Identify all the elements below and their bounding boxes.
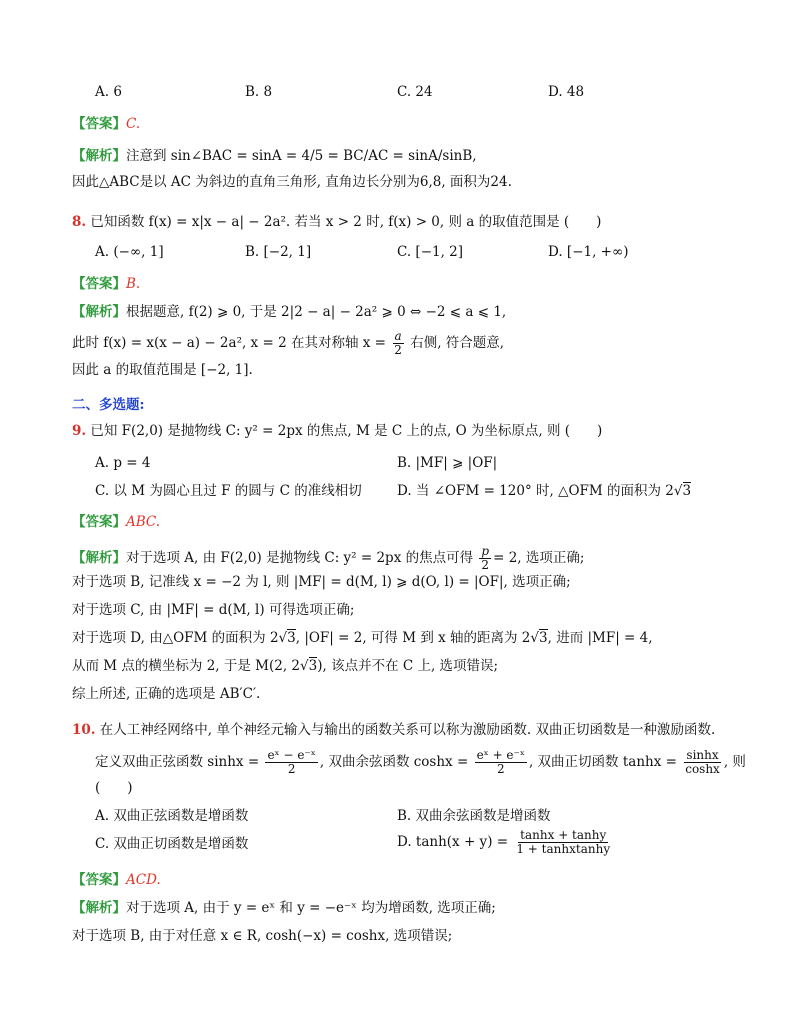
analysis-tag: 【解析】 bbox=[72, 148, 126, 164]
question-text: , 双曲正切函数 tanhx = bbox=[528, 754, 677, 770]
analysis-tag: 【解析】 bbox=[72, 900, 126, 916]
q8-option-a: A. (−∞, 1] bbox=[95, 244, 164, 260]
q8-option-c: C. [−1, 2] bbox=[397, 244, 464, 260]
radicand: 3 bbox=[308, 658, 318, 674]
q10-stem-line-3: ( ) bbox=[95, 780, 133, 796]
q10-stem-line-2 bbox=[95, 748, 746, 776]
fraction bbox=[392, 330, 404, 357]
fraction-denominator: 2 bbox=[287, 762, 296, 776]
q7-option-a: A. 6 bbox=[95, 84, 122, 100]
answer-value: ABC. bbox=[126, 514, 161, 530]
q9-stem bbox=[72, 421, 602, 441]
answer-value: B. bbox=[126, 276, 141, 292]
q10-option-c: C. 双曲正切函数是增函数 bbox=[95, 836, 249, 852]
q10-option-d bbox=[397, 828, 614, 856]
q7-analysis-line-1 bbox=[72, 146, 477, 166]
fraction bbox=[265, 749, 317, 776]
q7-option-b: B. 8 bbox=[245, 84, 273, 100]
q9-analysis-line-5: 从而 M 点的横坐标为 2, 于是 M(2, 2√3), 该点并不在 C 上, 选项错误; bbox=[72, 658, 499, 674]
q7-answer bbox=[72, 114, 140, 134]
fraction-numerator: eˣ − e⁻ˣ bbox=[267, 748, 316, 762]
fraction-denominator: coshx bbox=[685, 762, 720, 776]
q8-option-b: B. [−2, 1] bbox=[245, 244, 312, 260]
fraction-numerator: eˣ + e⁻ˣ bbox=[476, 748, 525, 762]
q9-option-d: D. 当 ∠OFM = 120° 时, △OFM 的面积为 2√3 bbox=[397, 483, 692, 499]
analysis-text: 根据题意, f(2) ⩾ 0, 于是 2|2 − a| − 2a² ⩾ 0 ⇔ −2 ⩽ a ⩽ 1, bbox=[126, 304, 507, 320]
q9-analysis-line-2: 对于选项 B, 记准线 x = −2 为 l, 则 |MF| = d(M, l) ⩾ d(O, l) = |OF|, 选项正确; bbox=[72, 574, 571, 590]
q9-option-a: A. p = 4 bbox=[95, 455, 151, 471]
q8-stem bbox=[72, 212, 601, 232]
q8-analysis-line-1 bbox=[72, 302, 506, 322]
radicand: 3 bbox=[287, 630, 296, 646]
question-text: 在人工神经网络中, 单个神经元输入与输出的函数关系可以称为激励函数. 双曲正切函数是一种激励函数. bbox=[99, 722, 716, 738]
q10-answer bbox=[72, 870, 161, 890]
section-heading: 二、多选题: bbox=[72, 397, 145, 413]
radicand: 3 bbox=[539, 630, 548, 646]
question-number: 9. bbox=[72, 423, 87, 439]
q9-option-b: B. |MF| ⩾ |OF| bbox=[397, 455, 498, 471]
fraction-numerator: sinhx bbox=[686, 748, 719, 762]
q7-analysis-line-2: 因此△ABC是以 AC 为斜边的直角三角形, 直角边长分别为6,8, 面积为24. bbox=[72, 174, 512, 190]
fraction-denominator: 2 bbox=[394, 343, 402, 357]
fraction-denominator: 1 + tanhxtanhy bbox=[516, 842, 611, 856]
analysis-text: 对于选项 A, 由于 y = eˣ 和 y = −e⁻ˣ 均为增函数, 选项正确; bbox=[126, 900, 496, 916]
analysis-text: 对于选项 D, 由△OFM 的面积为 2 bbox=[72, 630, 279, 646]
q9-analysis-line-1 bbox=[72, 545, 584, 572]
q8-answer bbox=[72, 274, 140, 294]
fraction-denominator: 2 bbox=[496, 762, 505, 776]
question-number: 10. bbox=[72, 722, 96, 738]
q10-analysis-line-2: 对于选项 B, 由于对任意 x ∈ R, cosh(−x) = coshx, 选项错误; bbox=[72, 928, 453, 944]
option-text: D. 当 ∠OFM = 120° 时, △OFM 的面积为 2 bbox=[397, 483, 674, 499]
fraction bbox=[514, 829, 612, 856]
q8-analysis-line-3: 因此 a 的取值范围是 [−2, 1]. bbox=[72, 362, 253, 378]
fraction-numerator: tanhx + tanhy bbox=[520, 828, 607, 842]
q7-option-c: C. 24 bbox=[397, 84, 433, 100]
q8-option-d: D. [−1, +∞) bbox=[548, 244, 629, 260]
fraction bbox=[475, 749, 527, 776]
answer-value: C. bbox=[126, 116, 141, 132]
fraction-denominator: 2 bbox=[481, 558, 490, 572]
q9-analysis-line-6: 综上所述, 正确的选项是 AB′C′. bbox=[72, 686, 261, 702]
answer-tag: 【答案】 bbox=[72, 514, 126, 530]
fraction bbox=[479, 545, 491, 572]
analysis-text: , |OF| = 2, 可得 M 到 x 轴的距离为 2 bbox=[295, 630, 531, 646]
question-text: , 则 bbox=[723, 754, 746, 770]
question-text: 定义双曲正弦函数 sinhx = bbox=[95, 754, 260, 770]
analysis-tag: 【解析】 bbox=[72, 550, 126, 566]
analysis-text: 对于选项 A, 由 F(2,0) 是抛物线 C: y² = 2px 的焦点可得 bbox=[126, 550, 474, 566]
fraction bbox=[683, 749, 722, 776]
fraction-numerator: a bbox=[394, 329, 402, 343]
q10-option-b: B. 双曲余弦函数是增函数 bbox=[397, 808, 551, 824]
q9-answer bbox=[72, 512, 160, 532]
q7-option-d: D. 48 bbox=[548, 84, 585, 100]
answer-tag: 【答案】 bbox=[72, 116, 126, 132]
q9-analysis-line-4: 对于选项 D, 由△OFM 的面积为 2√3, |OF| = 2, 可得 M 到 x 轴的距离为 2√3, 进而 |MF| = 4, bbox=[72, 630, 653, 646]
answer-value: ACD. bbox=[126, 872, 161, 888]
q10-stem-line-1 bbox=[72, 720, 715, 740]
analysis-text: 注意到 sin∠BAC = sinA = 4/5 = BC/AC = sinA/sinB, bbox=[126, 148, 477, 164]
analysis-text: ), 该点并不在 C 上, 选项错误; bbox=[317, 658, 499, 674]
answer-tag: 【答案】 bbox=[72, 276, 126, 292]
q9-option-c: C. 以 M 为圆心且过 F 的圆与 C 的准线相切 bbox=[95, 483, 362, 499]
q9-analysis-line-3: 对于选项 C, 由 |MF| = d(M, l) 可得选项正确; bbox=[72, 602, 355, 618]
analysis-text: , 进而 |MF| = 4, bbox=[547, 630, 653, 646]
radicand: 3 bbox=[682, 483, 692, 499]
fraction-numerator: p bbox=[481, 544, 490, 558]
question-text: , 双曲余弦函数 coshx = bbox=[319, 754, 469, 770]
option-text: D. tanh(x + y) = bbox=[397, 834, 509, 850]
question-number: 8. bbox=[72, 214, 87, 230]
analysis-text: = 2, 选项正确; bbox=[493, 550, 585, 566]
analysis-text: 此时 f(x) = x(x − a) − 2a², x = 2 在其对称轴 x = bbox=[72, 335, 386, 351]
q10-analysis-line-1 bbox=[72, 898, 496, 918]
answer-tag: 【答案】 bbox=[72, 872, 126, 888]
analysis-text: 从而 M 点的横坐标为 2, 于是 M(2, 2 bbox=[72, 658, 301, 674]
question-text: 已知 F(2,0) 是抛物线 C: y² = 2px 的焦点, M 是 C 上的点, O 为坐标原点, 则 ( ) bbox=[90, 423, 603, 439]
analysis-text: 右侧, 符合题意, bbox=[410, 335, 505, 351]
q8-analysis-line-2 bbox=[72, 330, 504, 357]
analysis-tag: 【解析】 bbox=[72, 304, 126, 320]
q10-option-a: A. 双曲正弦函数是增函数 bbox=[95, 808, 249, 824]
question-text: 已知函数 f(x) = x|x − a| − 2a². 若当 x > 2 时, f(x) > 0, 则 a 的取值范围是 ( ) bbox=[90, 214, 602, 230]
